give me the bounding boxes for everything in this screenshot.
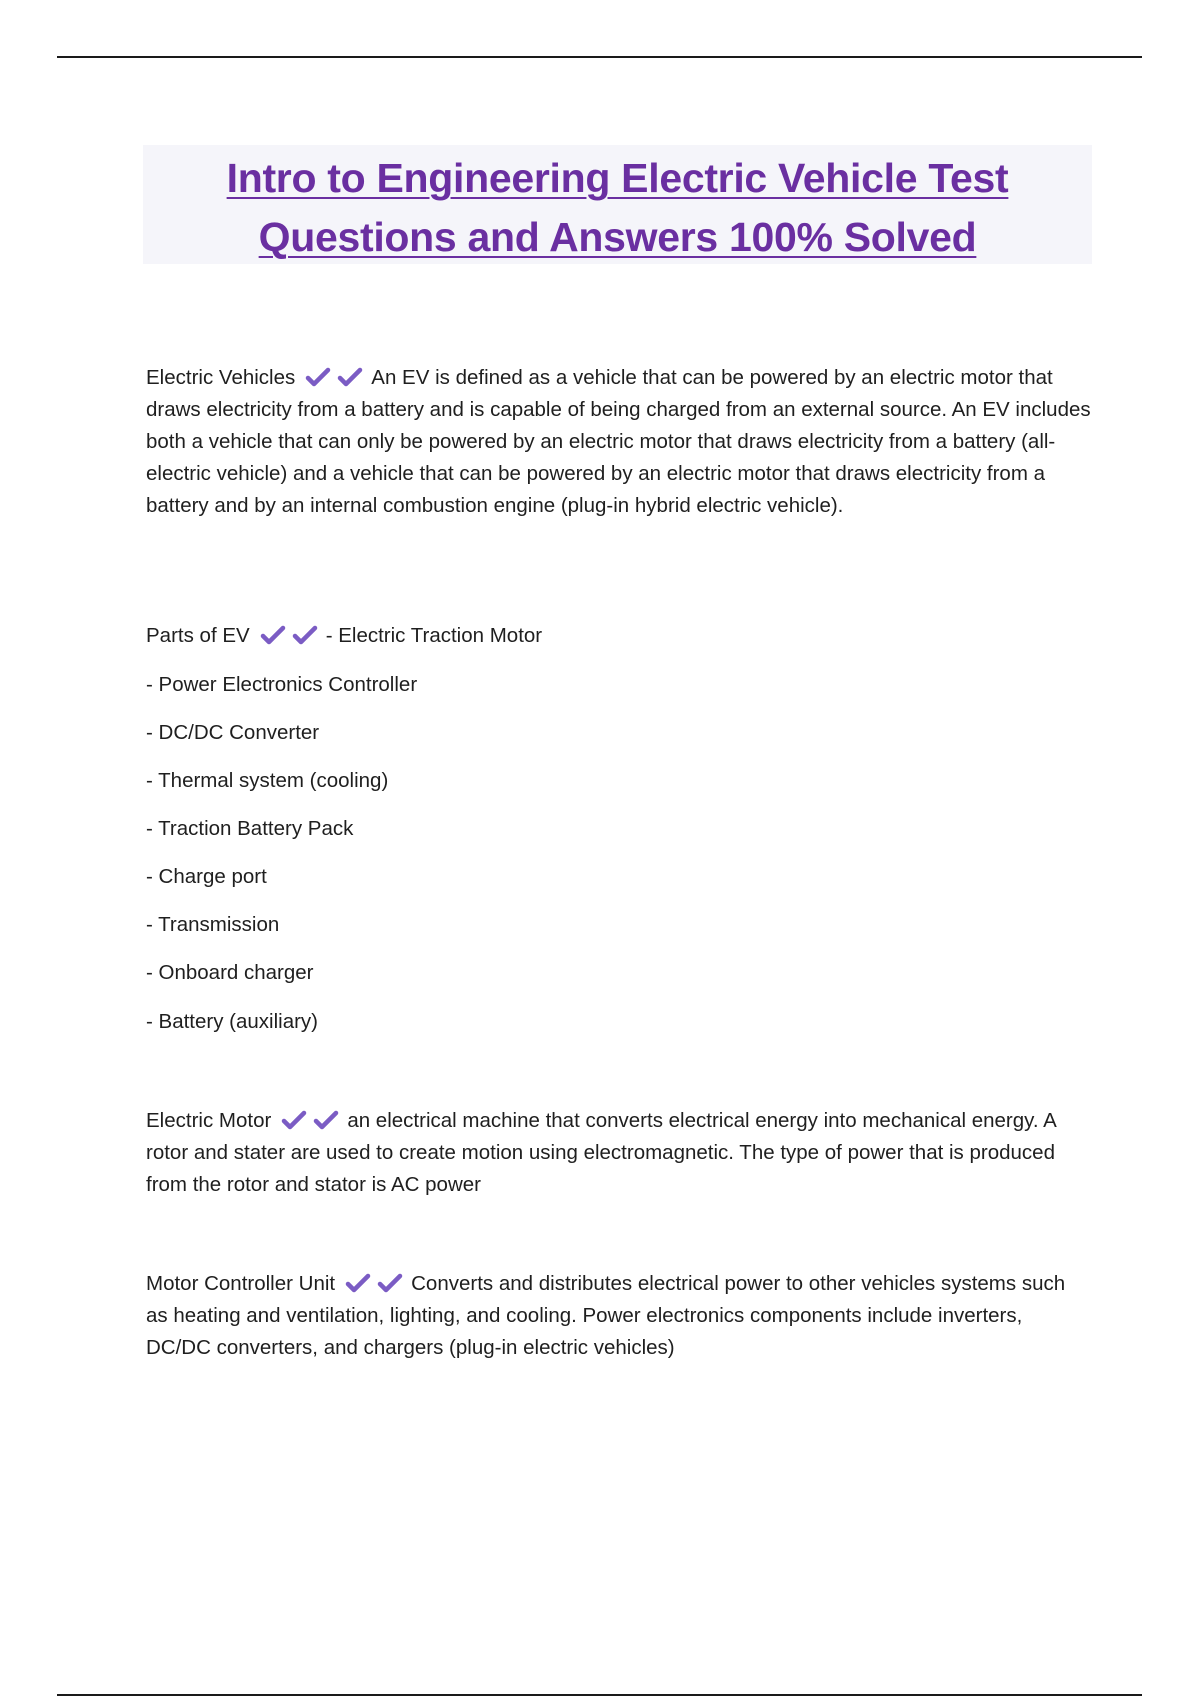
qa-answer: an electrical machine that converts electrical energy into mechanical energy. A rotor and stater are used to create motion using electromagnetic. The type of power that is produced from the rotor and stator is AC power (146, 1109, 1056, 1196)
page-title-line-1: Intro to Engineering Electric Vehicle Test (226, 155, 1009, 201)
qa-term: Motor Controller Unit (146, 1272, 336, 1295)
double-check-icon (345, 1272, 409, 1295)
qa-electric-motor (146, 1105, 1091, 1201)
double-check-icon (281, 1109, 345, 1132)
page-title-line-2: Questions and Answers 100% Solved (258, 214, 977, 260)
list-item: - Traction Battery Pack (146, 817, 354, 840)
qa-answer: An EV is defined as a vehicle that can be powered by an electric motor that draws electricity from a battery and is capable of being charged from an external source. An EV includes both a vehicle that can only be powered by an electric motor that draws electricity from a battery (all-electric vehicle) and a vehicle that can be powered by an electric motor that draws electricity from a battery and by an internal combustion engine (plug-in hybrid electric vehicle). (146, 366, 1091, 517)
list-item: - Charge port (146, 865, 267, 888)
qa-parts-of-ev (146, 620, 1091, 652)
qa-answer: - Electric Traction Motor (325, 624, 543, 647)
list-item: - DC/DC Converter (146, 721, 320, 744)
qa-motor-controller-unit (146, 1268, 1091, 1364)
bottom-rule (57, 1694, 1142, 1696)
top-rule (57, 56, 1142, 58)
double-check-icon (260, 624, 324, 647)
qa-electric-vehicles (146, 362, 1091, 522)
list-item: - Power Electronics Controller (146, 673, 418, 696)
qa-answer: Converts and distributes electrical power to other vehicles systems such as heating and ventilation, lighting, and cooling. Power electronics components include inverters, DC/DC converters, and chargers (plug-in electric vehicles) (146, 1272, 1066, 1359)
double-check-icon (305, 366, 369, 389)
list-item: - Transmission (146, 913, 280, 936)
title-banner (143, 145, 1092, 264)
qa-term: Electric Vehicles (146, 366, 296, 389)
qa-term: Parts of EV (146, 624, 250, 647)
qa-term: Electric Motor (146, 1109, 272, 1132)
list-item: - Thermal system (cooling) (146, 769, 389, 792)
list-item: - Onboard charger (146, 961, 314, 984)
list-item: - Battery (auxiliary) (146, 1010, 319, 1033)
